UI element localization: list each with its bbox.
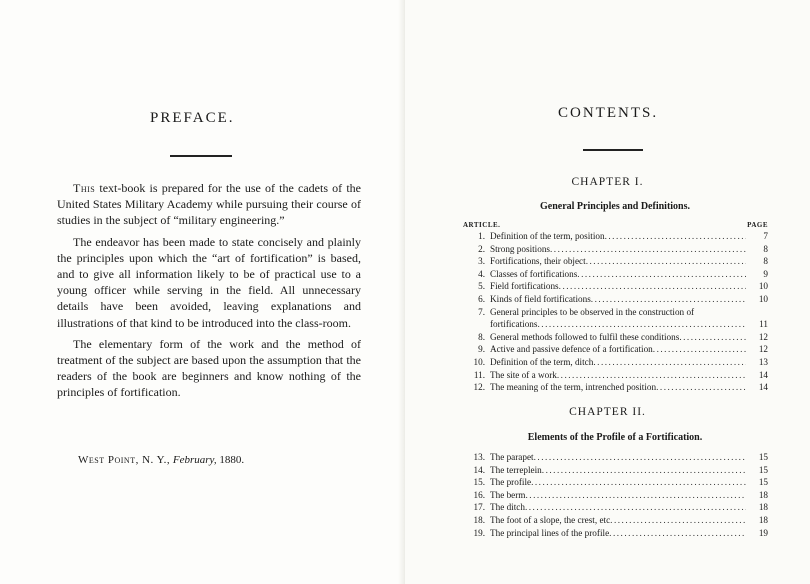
toc-leader: [591, 293, 746, 306]
toc-entry[interactable]: [463, 501, 768, 514]
toc-leader: [534, 451, 746, 464]
toc-page: 19: [758, 527, 768, 538]
toc-page: 12: [758, 331, 768, 342]
toc-number: 4.: [478, 268, 485, 279]
toc-leader: [656, 381, 746, 394]
toc-leader: [653, 343, 746, 356]
toc-leader: [537, 318, 746, 331]
toc-title: Definition of the term, position: [490, 231, 605, 241]
preface-lead-word: This: [73, 181, 96, 195]
toc-entry[interactable]: [463, 489, 768, 502]
toc-title: The profile: [490, 477, 532, 488]
toc-entry[interactable]: [463, 464, 768, 477]
toc-page: 8: [763, 256, 768, 267]
toc-leader: [586, 255, 746, 268]
toc-number: 1.: [478, 231, 485, 241]
preface-divider: [170, 155, 232, 157]
toc-leader: [559, 280, 746, 293]
toc-leader: [577, 268, 746, 281]
toc-number: 2.: [478, 243, 485, 254]
toc-leader: [679, 331, 746, 344]
toc-number: 16.: [473, 489, 485, 500]
toc-page: 18: [758, 502, 768, 513]
signature-year: 1880.: [219, 454, 245, 466]
toc-number: 9.: [478, 344, 485, 355]
toc-entry[interactable]: [463, 230, 768, 243]
toc-title: Strong positions: [490, 243, 550, 254]
toc-page: 10: [758, 293, 768, 304]
toc-page: 7: [763, 231, 768, 241]
toc-number: 10.: [473, 356, 485, 367]
toc-title: The parapet: [490, 452, 534, 462]
toc-page: 14: [758, 369, 768, 380]
toc-page: 18: [758, 514, 768, 525]
toc-number: 7.: [478, 306, 485, 317]
toc-title: The site of a work: [490, 369, 557, 380]
signature-place: West Point, N. Y.,: [78, 454, 171, 466]
chapter-2-toc: [463, 451, 768, 539]
toc-number: 3.: [478, 256, 485, 267]
toc-title: Fortifications, their object: [490, 256, 586, 267]
toc-entry[interactable]: [463, 268, 768, 281]
toc-entry[interactable]: [463, 356, 768, 369]
toc-title: General methods followed to fulfil these conditions: [490, 331, 680, 342]
toc-page: 12: [758, 344, 768, 355]
toc-entry[interactable]: [463, 293, 768, 306]
signature-date: February,: [172, 454, 217, 466]
toc-title: Definition of the term, ditch: [490, 356, 594, 367]
toc-page: 8: [763, 243, 768, 254]
toc-leader: [593, 356, 746, 369]
toc-entry[interactable]: [463, 527, 768, 540]
preface-title: PREFACE.: [150, 110, 235, 126]
toc-title: The terreplein: [490, 464, 542, 475]
toc-leader: [557, 369, 746, 382]
chapter-1-title: CHAPTER I.: [571, 176, 644, 188]
chapter-1-subtitle: General Principles and Definitions.: [540, 201, 690, 212]
preface-paragraph-1: [57, 180, 361, 229]
toc-number: 18.: [473, 514, 485, 525]
toc-number: 14.: [473, 464, 485, 475]
toc-entry[interactable]: [463, 476, 768, 489]
toc-leader: [542, 464, 746, 477]
toc-number: 15.: [473, 477, 485, 488]
toc-entry[interactable]: [463, 451, 768, 464]
preface-signature: [78, 454, 338, 466]
article-column-header: ARTICLE.: [463, 221, 501, 229]
toc-leader: [550, 243, 746, 256]
toc-page: 15: [758, 477, 768, 488]
toc-title: Field fortifications: [490, 281, 559, 292]
toc-page: 18: [758, 489, 768, 500]
toc-title: Kinds of field fortifications: [490, 293, 591, 304]
toc-title: Classes of fortifications: [490, 268, 578, 279]
toc-entry[interactable]: [463, 255, 768, 268]
toc-number: 13.: [473, 452, 485, 462]
toc-entry[interactable]: [463, 306, 768, 331]
toc-number: 11.: [473, 369, 485, 380]
toc-entry[interactable]: [463, 243, 768, 256]
toc-title: General principles to be observed in the construction of: [490, 306, 695, 317]
toc-number: 19.: [473, 527, 485, 538]
toc-page: 15: [758, 464, 768, 475]
toc-number: 12.: [473, 382, 485, 393]
page-column-header: PAGE: [747, 221, 768, 229]
toc-number: 8.: [478, 331, 485, 342]
toc-entry[interactable]: [463, 280, 768, 293]
toc-title: The foot of a slope, the crest, etc: [490, 514, 611, 525]
toc-page: 11: [759, 319, 768, 330]
contents-title: CONTENTS.: [558, 105, 659, 121]
toc-leader: [531, 476, 746, 489]
toc-title: The berm: [490, 489, 526, 500]
toc-page: 14: [758, 382, 768, 393]
right-page: [405, 0, 810, 584]
toc-number: 17.: [473, 502, 485, 513]
toc-title: Active and passive defence of a fortification: [490, 344, 653, 355]
toc-page: 15: [758, 452, 768, 462]
toc-entry[interactable]: [463, 343, 768, 356]
chapter-2-title: CHAPTER II.: [569, 406, 646, 418]
toc-page: 9: [763, 268, 768, 279]
preface-paragraph-1-text: text-book is prepared for the use of the cadets of the United States Military Academy while pursuing their course of studies in the subject of “military engineering.”: [57, 181, 361, 228]
preface-paragraph-3: The elementary form of the work and the method of treatment of the subject are based upon the assumption that the readers of the book are beginners and know nothing of the principles of fortification.: [57, 336, 361, 400]
toc-leader: [525, 501, 746, 514]
toc-number: 5.: [478, 281, 485, 292]
toc-title-continued: fortifications: [490, 319, 538, 330]
toc-entry[interactable]: [463, 331, 768, 344]
toc-entry[interactable]: [463, 514, 768, 527]
toc-page: 13: [758, 356, 768, 367]
toc-page: 10: [758, 281, 768, 292]
toc-entry[interactable]: [463, 381, 768, 394]
toc-leader: [610, 514, 746, 527]
preface-paragraph-2: The endeavor has been made to state concisely and plainly the principles upon which the “art of fortification” is based, and to give all information likely to be of practical use to a young officer while serving in the field. All unnecessary details have been avoided, leaving explanations and illustrations of that kind to be introduced into the class-room.: [57, 234, 361, 330]
toc-leader: [609, 527, 746, 540]
contents-divider: [583, 149, 643, 151]
preface-body: [57, 180, 361, 406]
toc-leader: [525, 489, 746, 502]
chapter-2-subtitle: Elements of the Profile of a Fortification.: [527, 432, 703, 443]
chapter-1-toc: [463, 230, 768, 394]
toc-title: The principal lines of the profile: [490, 527, 610, 538]
toc-number: 6.: [478, 293, 485, 304]
toc-leader: [605, 230, 746, 243]
toc-title: The meaning of the term, intrenched position: [490, 382, 657, 393]
toc-entry[interactable]: [463, 369, 768, 382]
toc-title: The ditch: [490, 502, 525, 513]
